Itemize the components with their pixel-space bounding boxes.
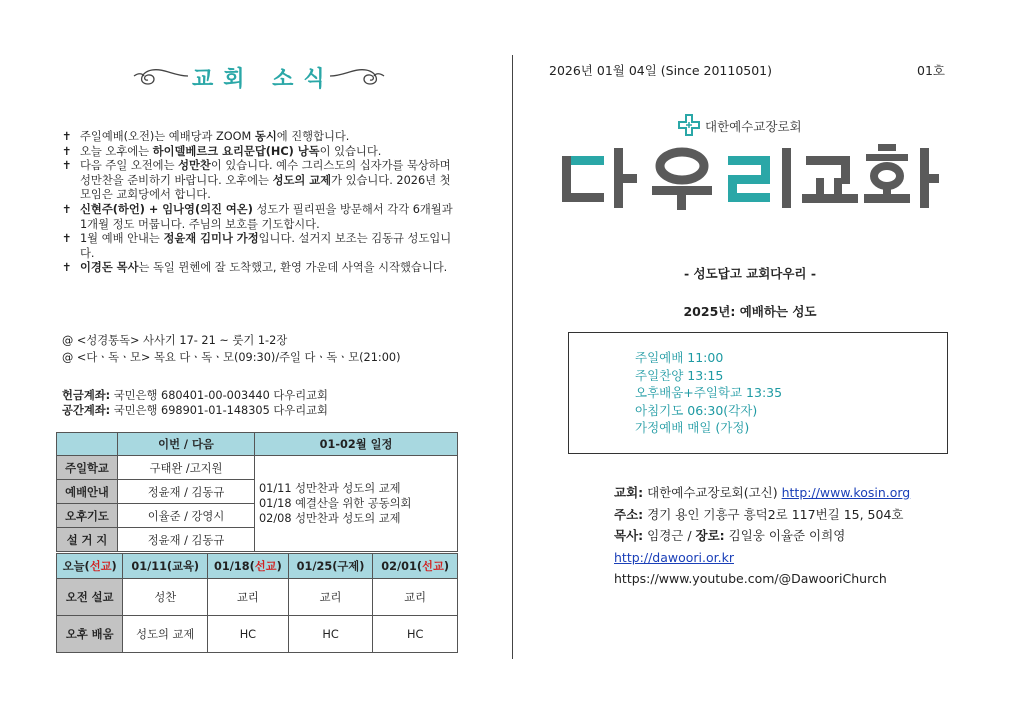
sermon-header-row [57,554,458,579]
sermon-header: 01/11(교육) [123,554,208,579]
afternoon-study-row [57,616,458,653]
duty-role: 주일학교 [57,456,118,480]
news-item: ✝ 신현주(하언) + 임나영(의진 여온) 성도가 필리핀을 방문해서 각각 6개월과 1개월 정도 머뭅니다. 주님의 보호를 기도합시다. [62,202,453,231]
sermon-table [56,553,458,653]
worship-time-item: 가정예배 매일 (가정) [635,420,750,435]
cross-bullet-icon: ✝ [62,202,72,216]
right-ornament-icon [328,64,388,88]
sermon-cell: HC [373,616,458,653]
news-item: ✝ 이경돈 목사는 독일 뮌헨에 잘 도착했고, 환영 가운데 사역을 시작했습니다. [62,261,448,275]
denomination-name: 대한예수교장로회 [705,119,802,134]
morning-sermon-row [57,579,458,616]
youtube-url[interactable]: https://www.youtube.com/@DawooriChurch [614,571,887,586]
bible-reading-note: @ <성경통독> 사사기 17- 21 ~ 룻기 1-2장 [62,334,288,347]
sermon-cell: 교리 [373,579,458,616]
kosin-link[interactable]: http://www.kosin.org [781,485,911,500]
space-account: 공간계좌: 국민은행 698901-01-148305 다우리교회 [62,404,328,417]
cross-bullet-icon: ✝ [62,130,72,143]
offering-account: 헌금계좌: 국민은행 680401-00-003440 다우리교회 [62,389,328,402]
sermon-cell: 교리 [288,579,373,616]
worship-time-item: 아침기도 06:30(각자) [635,402,758,418]
cross-icon [678,114,700,136]
duty-names: 이율준 / 강영시 [118,504,255,528]
duty-header-this: 이번 / 다음 [118,433,255,456]
church-logo-icon [560,142,940,214]
duty-role: 설 거 지 [57,528,118,552]
news-title [130,60,390,94]
worship-time-item: 오후배움+주일학교 13:35 [635,385,783,400]
worship-time-item: 주일예배 11:00 [635,350,724,365]
sermon-header: 01/18(선교) [208,554,289,579]
church-line: 교회: 대한예수교장로회(고신) http://www.kosin.org [614,485,911,500]
schedule-cell [255,456,458,552]
sermon-cell: 성도의 교제 [123,616,208,653]
news-item: ✝ 오늘 오후에는 하이델베르크 요리문답(HC) 낭독이 있습니다. [62,144,382,158]
sermon-header: 01/25(구제) [288,554,373,579]
sermon-header: 02/01(선교) [373,554,458,579]
duty-names: 구태완 /고지원 [118,456,255,480]
church-slogan: - 성도답고 교회다우리 - [683,266,817,281]
duty-header-blank [57,433,118,456]
news-list [62,130,462,276]
worship-time-item: 주일찬양 13:15 [635,367,724,383]
sermon-cell: HC [288,616,373,653]
issue-number: 01호 [917,63,945,78]
leaders-line: 목사: 임경근 / 장로: 김일웅 이율준 이희영 [614,528,846,543]
cross-bullet-icon: ✝ [62,232,72,246]
duty-names: 정윤재 / 김동규 [118,480,255,504]
duty-role: 예배안내 [57,480,118,504]
cross-bullet-icon: ✝ [62,159,72,173]
reading-notes [62,332,400,366]
cross-bullet-icon: ✝ [62,144,72,158]
sermon-cell: HC [208,616,289,653]
sermon-row-label: 오전 설교 [57,579,123,616]
news-item: ✝ 1월 예배 안내는 정윤재 김미나 가정입니다. 설거지 보조는 김동규 성도입니다. [62,232,452,260]
reading-club-note: @ <다ㆍ독ㆍ모> 목요 다ㆍ독ㆍ모(09:30)/주일 다ㆍ독ㆍ모(21:00) [62,351,401,364]
youtube-line [614,568,910,590]
duty-header-schedule: 01-02월 일정 [255,433,458,456]
worship-times-box [568,332,948,454]
schedule-item: 01/11 성만찬과 성도의 교제 [259,482,401,495]
news-item: ✝ 주일예배(오전)는 예배당과 ZOOM 동시에 진행합니다. [62,130,350,143]
left-ornament-icon [130,64,190,88]
duty-table [56,432,458,552]
schedule-item: 01/18 예결산을 위한 공동의회 [259,497,412,510]
website-link[interactable]: http://dawoori.or.kr [614,549,734,565]
sermon-cell: 성찬 [123,579,208,616]
sermon-header: 오늘(선교) [57,554,123,579]
page-divider [512,55,513,659]
news-title-text: 교회 소식 [192,67,335,92]
schedule-item: 02/08 성만찬과 성도의 교제 [259,512,401,525]
sermon-row-label: 오후 배움 [57,616,123,653]
address-line: 주소: 경기 용인 기흥구 흥덕2로 117번길 15, 504호 [614,506,904,522]
website-line [614,547,910,569]
duty-role: 오후기도 [57,504,118,528]
cross-bullet-icon: ✝ [62,261,72,275]
sermon-cell: 교리 [208,579,289,616]
church-info [614,482,910,590]
year-theme: 2025년: 예배하는 성도 [683,304,817,319]
news-item: ✝ 다음 주일 오전에는 성만찬이 있습니다. 예수 그리스도의 십자가를 묵상하며 성만찬을 준비하기 바랍니다. 오후에는 성도의 교제가 있습니다. 2026년 첫 모임은 교회당에서 합니다. [62,159,451,202]
bank-accounts [62,388,328,418]
duty-names: 정윤재 / 김동규 [118,528,255,552]
issue-date: 2026년 01월 04일 (Since 20110501) [549,63,773,78]
